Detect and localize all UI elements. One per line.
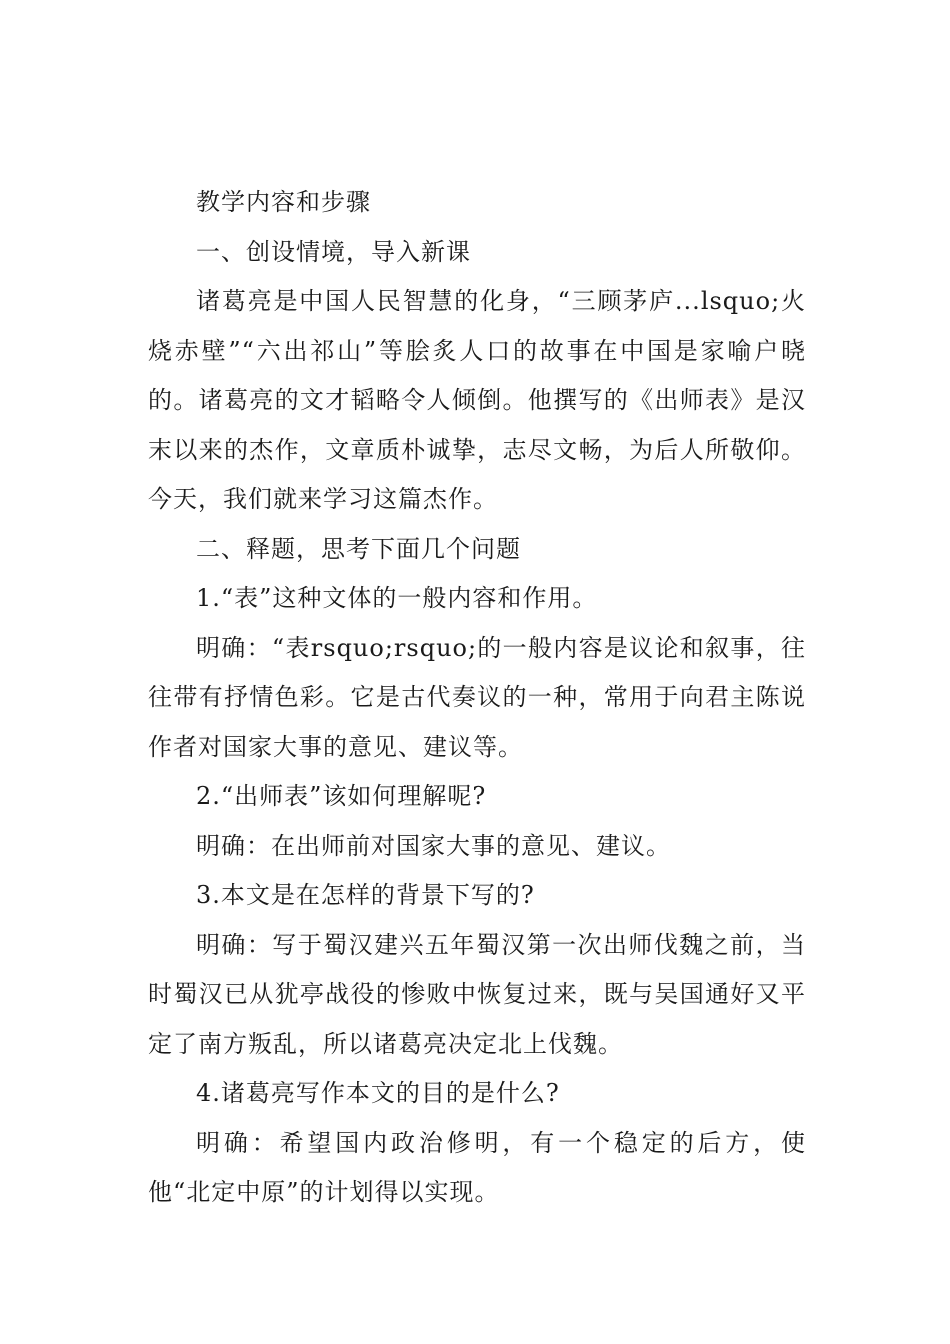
question-item: 4.诸葛亮写作本文的目的是什么?: [196, 1079, 560, 1107]
question-item: 3.本文是在怎样的背景下写的?: [196, 881, 535, 909]
document-body: [148, 178, 806, 1218]
section-heading: 教学内容和步骤: [196, 188, 371, 216]
answer-paragraph: 明确：写于蜀汉建兴五年蜀汉第一次出师伐魏之前，当时蜀汉已从犹亭战役的惨败中恢复过来，既与吴国通好又平定了南方叛乱，所以诸葛亮决定北上伐魏。: [148, 930, 806, 1058]
question-item: 2.“出师表”该如何理解呢?: [196, 782, 487, 810]
answer-paragraph: 明确：在出师前对国家大事的意见、建议。: [196, 831, 671, 860]
section-heading: 一、创设情境，导入新课: [196, 237, 471, 266]
answer-paragraph: 明确：“表rsquo;rsquo;的一般内容是议论和叙事，往往带有抒情色彩。它是古代奏议的一种，常用于向君主陈说作者对国家大事的意见、建议等。: [148, 633, 806, 761]
answer-paragraph: 明确：希望国内政治修明，有一个稳定的后方，使他“北定中原”的计划得以实现。: [148, 1128, 806, 1206]
section-heading: 二、释题，思考下面几个问题: [196, 534, 521, 563]
body-paragraph: 诸葛亮是中国人民智慧的化身，“三顾茅庐...lsquo;火烧赤壁”“六出祁山”等脍炙人口的故事在中国是家喻户晓的。诸葛亮的文才韬略令人倾倒。他撰写的《出师表》是汉末以来的杰作，文章质朴诚挚，志尽文畅，为后人所敬仰。今天，我们就来学习这篇杰作。: [148, 287, 806, 513]
question-item: 1.“表”这种文体的一般内容和作用。: [196, 584, 598, 612]
